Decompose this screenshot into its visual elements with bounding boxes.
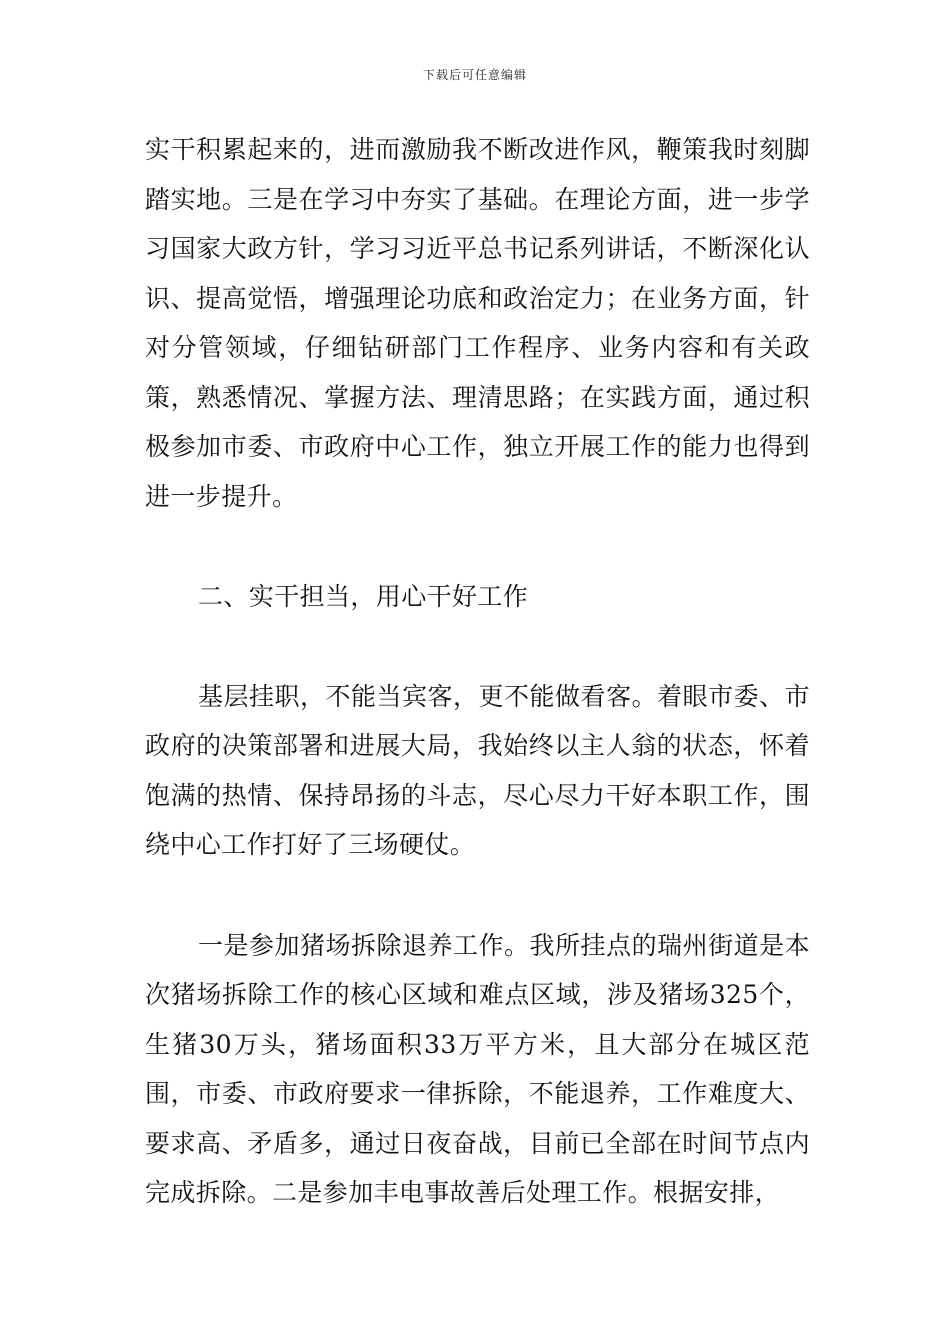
header-note: 下载后可任意编辑	[422, 68, 527, 82]
paragraph-spacer	[145, 870, 810, 921]
paragraph-spacer	[145, 622, 810, 672]
document-body	[145, 125, 810, 1218]
paragraph-grassroots-post: 基层挂职，不能当宾客，更不能做看客。着眼市委、市政府的决策部署和进展大局，我始终以主人翁的状态，怀着饱满的热情、保持昂扬的斗志，尽心尽力干好本职工作，围绕中心工作打好了三场硬仗。	[145, 681, 810, 859]
paragraph-study-foundation: 实干积累起来的，进而激励我不断改进作风，鞭策我时刻脚踏实地。三是在学习中夯实了基础。在理论方面，进一步学习国家大政方针，学习习近平总书记系列讲话，不断深化认识、提高觉悟，增强理论功底和政治定力；在业务方面，针对分管领域，仔细钻研部门工作程序、业务内容和有关政策，熟悉情况、掌握方法、理清思路；在实践方面，通过积极参加市委、市政府中心工作，独立开展工作的能力也得到进一步提升。	[145, 135, 810, 511]
paragraph-pig-farm-work: 一是参加猪场拆除退养工作。我所挂点的瑞州街道是本次猪场拆除工作的核心区域和难点区域，涉及猪场325个，生猪30万头，猪场面积33万平方米，且大部分在城区范围，市委、市政府要求一律拆除，不能退养，工作难度大、要求高、矛盾多，通过日夜奋战，目前已全部在时间节点内完成拆除。二是参加丰电事故善后处理工作。根据安排，	[145, 930, 810, 1207]
paragraph-spacer	[145, 521, 810, 572]
section-heading: 二、实干担当，用心干好工作	[198, 582, 529, 611]
